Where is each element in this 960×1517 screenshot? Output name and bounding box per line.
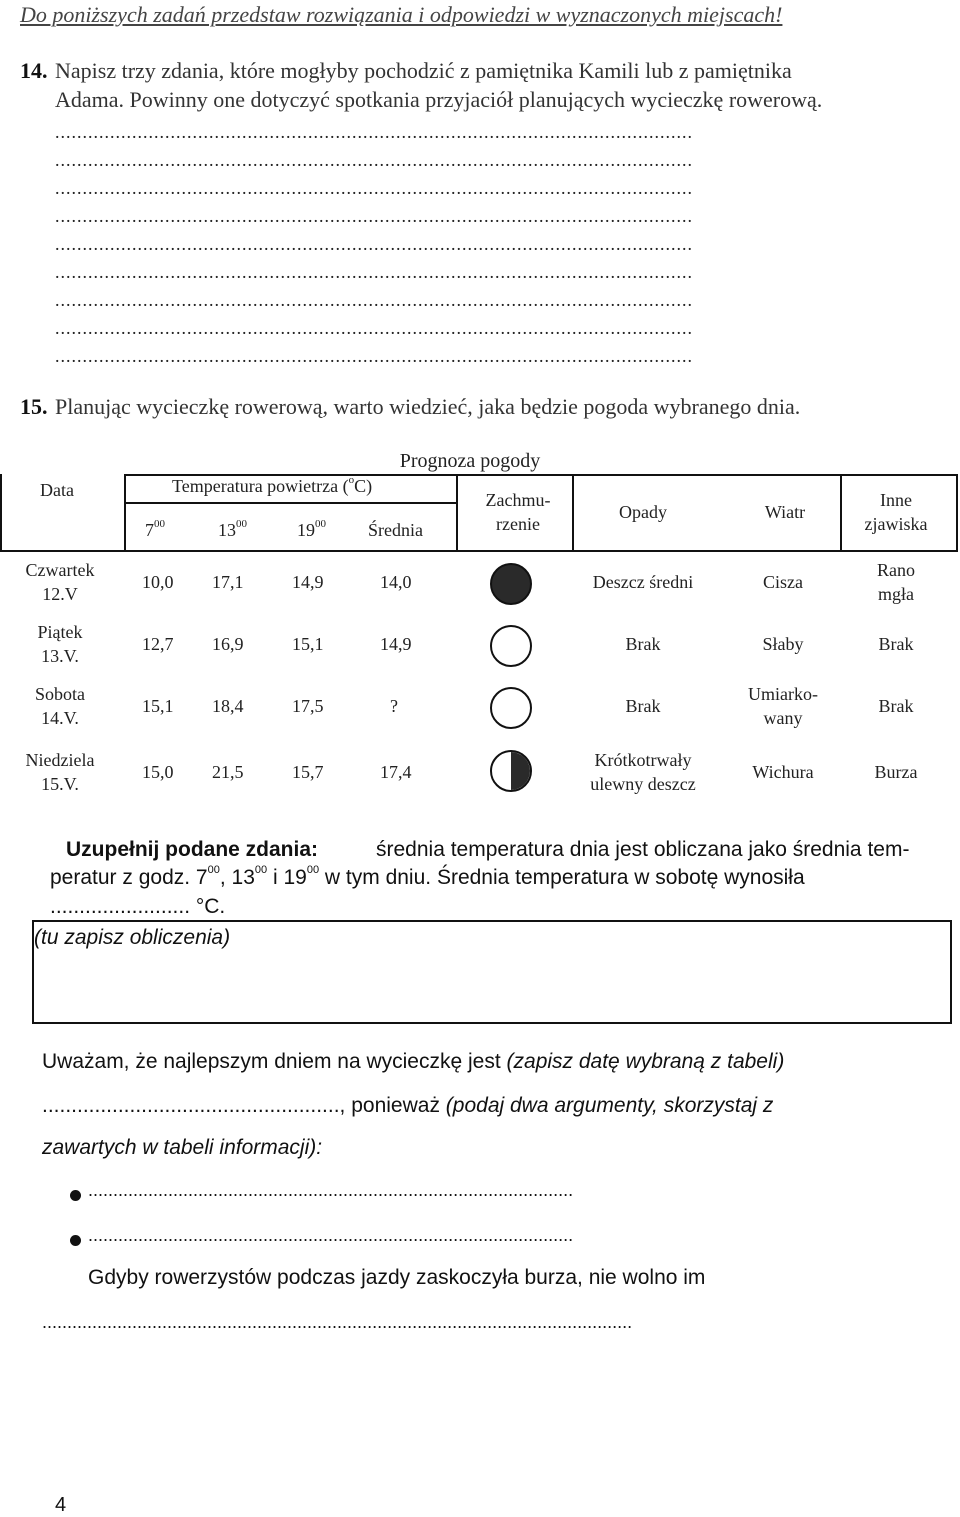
- cell-t7: 12,7: [142, 634, 174, 654]
- cell-t13: 18,4: [212, 696, 244, 716]
- bullet-icon: [70, 1190, 81, 1201]
- row-day: Czwartek: [25, 560, 95, 580]
- header-instruction: Do poniższych zadań przedstaw rozwiązania i odpowiedzi w wyznaczonych miejscach!: [20, 2, 783, 27]
- q14-line1: Napisz trzy zdania, które mogłyby pochodzić z pamiętnika Kamili lub z pamiętnika: [55, 58, 792, 83]
- table-rule: [572, 474, 574, 552]
- col-wind: Wiatr: [764, 502, 806, 522]
- row-day: Sobota: [34, 684, 86, 704]
- cell-t7: 10,0: [142, 572, 174, 592]
- cell-wind: Cisza: [763, 572, 803, 592]
- cell-avg: ?: [390, 696, 398, 716]
- cell-rain: Brak: [625, 696, 661, 716]
- storm-answer-field[interactable]: ......................................................................................................................: [42, 1312, 633, 1332]
- cell-wind: Umiarko-: [748, 684, 818, 704]
- bullet-icon: [70, 1235, 81, 1246]
- row-date: 13.V.: [41, 646, 79, 666]
- answer-line[interactable]: ....................................................................................................................: [55, 178, 693, 198]
- cloud-full-icon: [490, 563, 532, 605]
- cell-rain: ulewny deszcz: [590, 774, 696, 794]
- col-t19: $19^{00}$: [297, 518, 326, 540]
- answer-line[interactable]: ....................................................................................................................: [55, 262, 693, 282]
- cell-t7: 15,0: [142, 762, 174, 782]
- cell-t7: 15,1: [142, 696, 174, 716]
- argument-field[interactable]: .................................................................................................: [88, 1225, 574, 1245]
- best-day-line3: zawartych w tabeli informacji):: [42, 1136, 323, 1159]
- best-day-line2[interactable]: ..................................................., ponieważ (podaj dwa argumenty, skorzystaj z: [42, 1094, 774, 1117]
- cell-rain: Deszcz średni: [592, 572, 694, 592]
- cloud-half-icon: [490, 750, 532, 792]
- cell-other: Rano: [877, 560, 915, 580]
- col-rain: Opady: [619, 502, 667, 522]
- col-avg: Średnia: [368, 520, 423, 540]
- page-number: 4: [55, 1494, 67, 1516]
- cell-wind: wany: [763, 708, 803, 728]
- col-cloud: rzenie: [496, 514, 540, 534]
- q14-line2: Adama. Powinny one dotyczyć spotkania przyjaciół planujących wycieczkę rowerową.: [55, 87, 823, 112]
- q15-text: Planując wycieczkę rowerową, warto wiedzieć, jaka będzie pogoda wybranego dnia.: [55, 394, 801, 419]
- table-rule: [0, 550, 958, 552]
- cell-wind: Wichura: [752, 762, 814, 782]
- cloud-clear-icon: [490, 687, 532, 729]
- cell-avg: 17,4: [380, 762, 412, 782]
- answer-line[interactable]: ....................................................................................................................: [55, 234, 693, 254]
- cell-t19: 15,7: [292, 762, 324, 782]
- answer-line[interactable]: ....................................................................................................................: [55, 346, 693, 366]
- cell-wind: Słaby: [762, 634, 804, 654]
- q14-number: 14.: [20, 58, 48, 83]
- cell-other: Brak: [878, 634, 914, 654]
- complete-text2: peratur z godz. $7^{00}$, $13^{00}$ i $19^{00}$ w tym dniu. Średnia temperatura w sobotę wynosiła: [50, 864, 805, 889]
- complete-label: Uzupełnij podane zdania:: [66, 838, 319, 861]
- cloud-clear-icon: [490, 625, 532, 667]
- cell-t13: 16,9: [212, 634, 244, 654]
- argument-field[interactable]: .................................................................................................: [88, 1180, 574, 1200]
- q15-number: 15.: [20, 394, 48, 419]
- col-t13: $13^{00}$: [218, 518, 247, 540]
- cell-t19: 14,9: [292, 572, 324, 592]
- answer-line[interactable]: ....................................................................................................................: [55, 122, 693, 142]
- table-rule: [840, 474, 842, 552]
- col-other: zjawiska: [864, 514, 928, 534]
- table-rule: [456, 474, 458, 552]
- table-rule: [125, 502, 457, 504]
- table-rule: [956, 474, 958, 552]
- answer-line[interactable]: ....................................................................................................................: [55, 150, 693, 170]
- col-t7: $7^{00}$: [145, 518, 165, 540]
- calc-box[interactable]: [32, 920, 952, 1024]
- table-rule: [124, 474, 126, 552]
- cell-rain: Brak: [625, 634, 661, 654]
- row-day: Piątek: [37, 622, 83, 642]
- avg-answer-field[interactable]: ........................ °C.: [50, 895, 226, 918]
- col-temp: Temperatura powietrza ($^o$C): [172, 474, 373, 496]
- calc-label: (tu zapisz obliczenia): [34, 926, 231, 949]
- cell-avg: 14,0: [380, 572, 412, 592]
- row-day: Niedziela: [25, 750, 95, 770]
- cell-avg: 14,9: [380, 634, 412, 654]
- best-day-line1: Uważam, że najlepszym dniem na wycieczkę jest (zapisz datę wybraną z tabeli): [42, 1050, 785, 1073]
- cell-rain: Krótkotrwały: [594, 750, 692, 770]
- cell-other: Brak: [878, 696, 914, 716]
- cell-t13: 17,1: [212, 572, 244, 592]
- answer-line[interactable]: ....................................................................................................................: [55, 290, 693, 310]
- row-date: 15.V.: [41, 774, 79, 794]
- col-other: Inne: [880, 490, 912, 510]
- cell-other: Burza: [874, 762, 918, 782]
- cell-t19: 15,1: [292, 634, 324, 654]
- row-date: 12.V: [42, 584, 78, 604]
- answer-line[interactable]: ....................................................................................................................: [55, 206, 693, 226]
- row-date: 14.V.: [41, 708, 79, 728]
- answer-line[interactable]: ....................................................................................................................: [55, 318, 693, 338]
- cell-t19: 17,5: [292, 696, 324, 716]
- col-date: Data: [40, 480, 74, 500]
- cell-other: mgła: [878, 584, 914, 604]
- cell-t13: 21,5: [212, 762, 244, 782]
- table-title: Prognoza pogody: [399, 450, 541, 472]
- storm-text: Gdyby rowerzystów podczas jazdy zaskoczyła burza, nie wolno im: [88, 1266, 706, 1289]
- table-rule: [0, 474, 2, 552]
- col-cloud: Zachmu-: [485, 490, 551, 510]
- complete-text1: średnia temperatura dnia jest obliczana jako średnia tem-: [376, 838, 910, 861]
